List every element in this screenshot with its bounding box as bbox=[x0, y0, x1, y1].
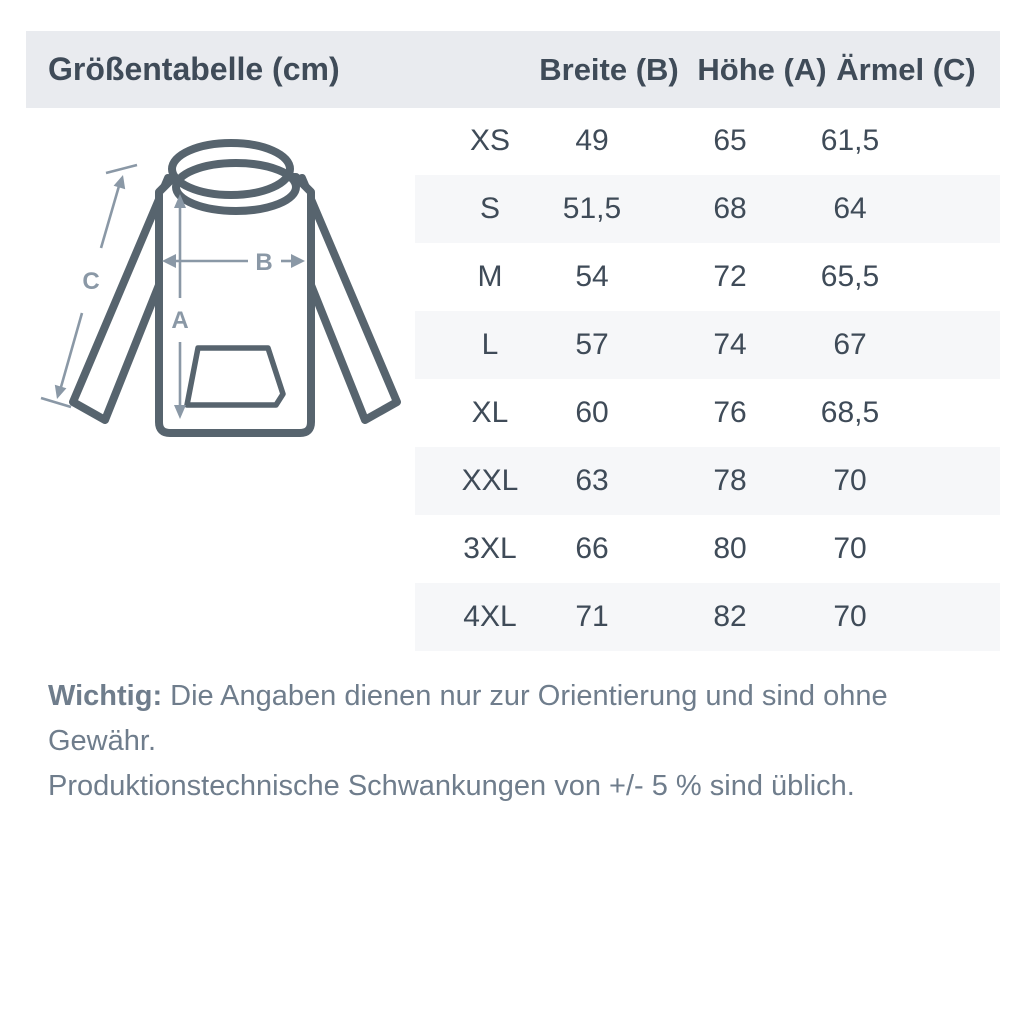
size-label: XL bbox=[471, 396, 509, 429]
size-table bbox=[415, 107, 1000, 651]
aermel-value: 64 bbox=[833, 192, 867, 225]
breite-value: 57 bbox=[575, 328, 609, 361]
table-row bbox=[415, 583, 1000, 651]
hoodie-pocket bbox=[187, 348, 283, 405]
breite-value: 54 bbox=[575, 260, 609, 293]
breite-value: 66 bbox=[575, 532, 609, 565]
aermel-value: 61,5 bbox=[820, 124, 880, 157]
table-row bbox=[415, 311, 1000, 379]
column-header-breite: Breite (B) bbox=[539, 52, 679, 87]
disclaimer-line1: Die Angaben dienen nur zur Orientierung und sind ohne Gewähr. bbox=[48, 680, 888, 757]
size-label: 3XL bbox=[463, 532, 517, 565]
aermel-value: 65,5 bbox=[820, 260, 880, 293]
breite-value: 51,5 bbox=[562, 192, 622, 225]
height-arrow-label: A bbox=[171, 307, 189, 334]
hoehe-value: 80 bbox=[713, 532, 747, 565]
size-label: XS bbox=[469, 124, 511, 157]
breite-value: 60 bbox=[575, 396, 609, 429]
column-header-aermel: Ärmel (C) bbox=[836, 52, 976, 87]
page-title: Größentabelle (cm) bbox=[48, 51, 340, 87]
hoehe-value: 74 bbox=[713, 328, 747, 361]
hoodie-left-sleeve bbox=[73, 178, 168, 420]
hoodie-diagram bbox=[40, 130, 420, 450]
breite-value: 49 bbox=[575, 124, 609, 157]
table-row bbox=[415, 447, 1000, 515]
table-row bbox=[415, 379, 1000, 447]
size-label: XXL bbox=[461, 464, 519, 497]
table-row bbox=[415, 515, 1000, 583]
aermel-value: 70 bbox=[833, 600, 867, 633]
size-chart-header bbox=[26, 31, 1000, 108]
hoehe-value: 72 bbox=[713, 260, 747, 293]
size-label: L bbox=[481, 328, 499, 361]
hoodie-right-sleeve bbox=[302, 178, 397, 420]
disclaimer-prefix: Wichtig: bbox=[48, 680, 163, 712]
breite-value: 63 bbox=[575, 464, 609, 497]
size-label: 4XL bbox=[463, 600, 517, 633]
disclaimer-line2: Produktionstechnische Schwankungen von +/- 5 % sind üblich. bbox=[48, 770, 855, 802]
breite-value: 71 bbox=[575, 600, 609, 633]
sleeve-arrow-label: C bbox=[82, 268, 100, 295]
hoehe-value: 78 bbox=[713, 464, 747, 497]
aermel-value: 70 bbox=[833, 532, 867, 565]
table-row bbox=[415, 243, 1000, 311]
hoehe-value: 76 bbox=[713, 396, 747, 429]
aermel-value: 67 bbox=[833, 328, 867, 361]
width-arrow-label: B bbox=[255, 249, 273, 276]
hoehe-value: 65 bbox=[713, 124, 747, 157]
table-row bbox=[415, 107, 1000, 175]
hood-base bbox=[175, 148, 291, 208]
aermel-value: 70 bbox=[833, 464, 867, 497]
column-header-hoehe: Höhe (A) bbox=[697, 52, 827, 87]
size-label: S bbox=[479, 192, 501, 225]
hoehe-value: 68 bbox=[713, 192, 747, 225]
table-row bbox=[415, 175, 1000, 243]
hoehe-value: 82 bbox=[713, 600, 747, 633]
aermel-value: 68,5 bbox=[820, 396, 880, 429]
size-label: M bbox=[477, 260, 503, 293]
disclaimer bbox=[48, 674, 978, 809]
